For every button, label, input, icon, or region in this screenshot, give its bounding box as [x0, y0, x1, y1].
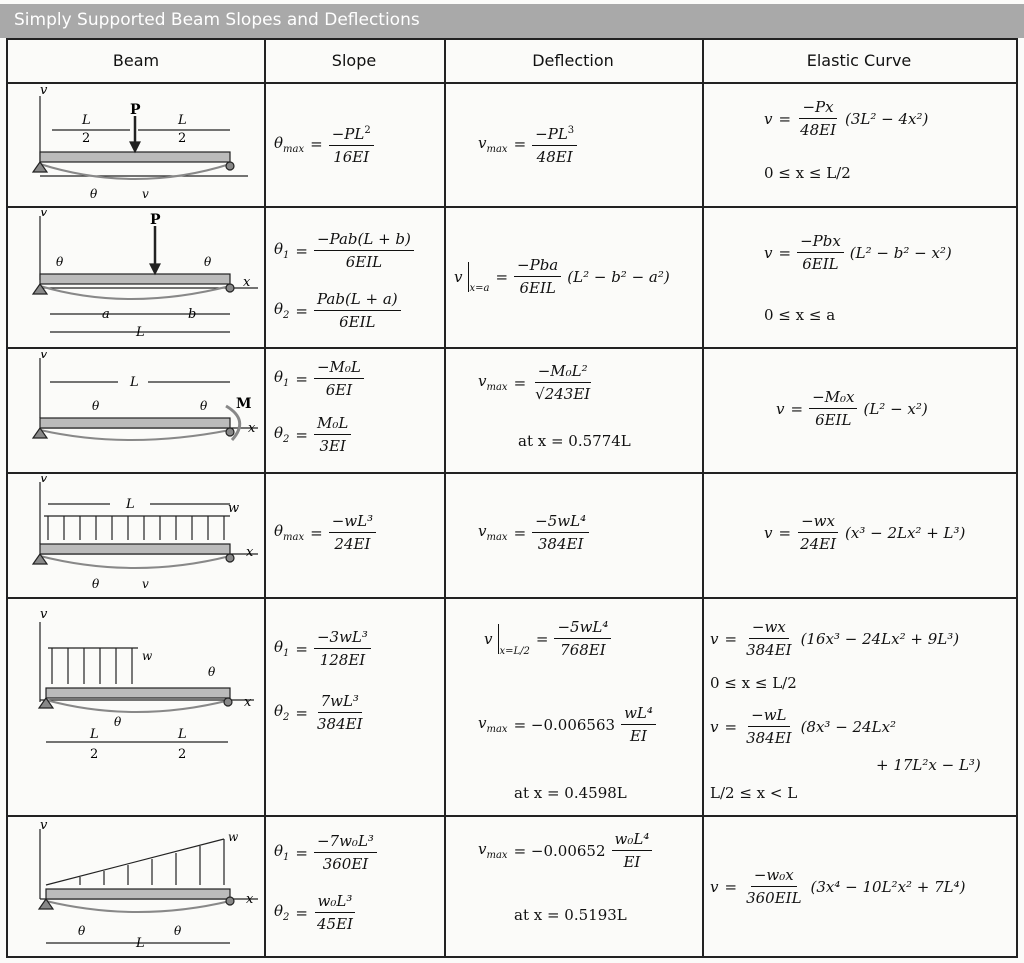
svg-text:θ: θ — [78, 924, 86, 938]
svg-text:θ: θ — [174, 924, 182, 938]
beam-diagram-triangular-load — [18, 819, 258, 953]
deflection-row5-midspan: v $_{x=L/2}$ = $\frac{\text{−5wL⁴}}{768EI}$ — [484, 616, 611, 661]
curve-row2: v = $\frac{\text{−Pbx}}{\text{6EIL}}$ (L² − b² − x²) — [764, 232, 952, 273]
deflection-row2: v $_{x=a}$ = $\frac{\text{−Pba}}{\text{6EIL}}$ (L² − b² − a²) — [454, 256, 670, 297]
svg-text:v: v — [40, 210, 48, 220]
svg-text:θ: θ — [204, 255, 212, 269]
deflection-row3: $v_{max}$ = $\frac{\text{−M₀L²}}{√243EI}$ — [478, 362, 591, 403]
svg-text:θ: θ — [208, 665, 216, 679]
svg-text:v: v — [40, 352, 48, 362]
slope-row5-theta2: $\theta_2$ = $\frac{\text{7wL³}}{384EI}$ — [274, 692, 363, 733]
svg-text:v: v — [40, 819, 48, 833]
deflection-row6-location: at x = 0.5193L — [514, 906, 627, 924]
header-slope: Slope — [331, 51, 377, 70]
svg-text:w: w — [142, 649, 153, 663]
svg-text:θ: θ — [200, 399, 208, 413]
curve-row1-range: 0 ≤ x ≤ L/2 — [764, 164, 851, 182]
deflection-row1: $v_{max}$ = $\frac{-PL^3}{48EI}$ — [478, 120, 577, 168]
svg-text:w: w — [228, 830, 239, 844]
beam-table — [6, 38, 1018, 958]
svg-text:2: 2 — [90, 747, 99, 762]
header-deflection: Deflection — [532, 51, 614, 70]
svg-text:L: L — [90, 727, 99, 742]
svg-text:2: 2 — [82, 131, 91, 146]
svg-text:θ: θ — [90, 187, 98, 201]
svg-text:L: L — [136, 325, 145, 340]
header-beam: Beam — [112, 51, 160, 70]
slope-row5-theta1: $\theta_1$ = $\frac{\text{−3wL³}}{128EI}$ — [274, 626, 371, 671]
svg-text:w: w — [228, 501, 240, 516]
svg-text:x: x — [243, 275, 251, 290]
svg-text:L: L — [178, 113, 187, 128]
svg-text:θ: θ — [92, 577, 100, 591]
curve-row5-range2: L/2 ≤ x < L — [710, 784, 798, 802]
svg-text:x: x — [246, 545, 254, 560]
curve-row6: v = $\frac{\text{−w₀x}}{\text{360EIL}}$ (3x⁴ − 10L²x² + 7L⁴) — [710, 866, 966, 907]
header-elastic-curve: Elastic Curve — [806, 51, 912, 70]
slope-row3-theta2: $\theta_2$ = $\frac{\text{M₀L}}{3EI}$ — [274, 412, 351, 457]
svg-text:θ: θ — [56, 255, 64, 269]
svg-text:v: v — [142, 187, 149, 201]
slope-row2-theta2: $\theta_2$ = $\frac{\text{Pab(L + a)}}{\text{6EIL}}$ — [274, 288, 401, 333]
svg-text:x: x — [246, 892, 254, 907]
beam-diagram-point-load-offset — [18, 210, 258, 344]
beam-diagram-half-uniform-load — [18, 602, 258, 812]
svg-text:2: 2 — [178, 131, 187, 146]
beam-diagram-point-load-center — [18, 86, 258, 204]
svg-text:L: L — [126, 497, 135, 512]
deflection-row4: $v_{max}$ = $\frac{\text{−5wL⁴}}{384EI}$ — [478, 510, 589, 555]
svg-text:v: v — [40, 476, 48, 486]
page-title: Simply Supported Beam Slopes and Deflections — [14, 10, 420, 30]
curve-row4: v = $\frac{-wx}{24EI}$ (x³ − 2Lx² + L³) — [764, 512, 966, 553]
slope-row2-theta1: $\theta_1$ = $\frac{\text{−Pab(L + b)}}{\text{6EIL}}$ — [274, 228, 414, 273]
beam-diagram-uniform-load — [18, 476, 258, 594]
curve-row2-range: 0 ≤ x ≤ a — [764, 306, 836, 324]
deflection-row3-location: at x = 0.5774L — [518, 432, 631, 450]
curve-row5-second-half: v = $\frac{-wL}{384EI}$ (8x³ − 24Lx² — [710, 706, 897, 747]
svg-text:M: M — [236, 396, 252, 412]
beam-diagram-end-moment — [18, 352, 258, 470]
svg-text:L: L — [178, 727, 187, 742]
svg-text:L: L — [136, 936, 145, 951]
svg-text:2: 2 — [178, 747, 187, 762]
svg-text:v: v — [40, 607, 48, 622]
slope-row6-theta2: $\theta_2$ = $\frac{\text{w₀L³}}{45EI}$ — [274, 890, 356, 935]
deflection-row5-location: at x = 0.4598L — [514, 784, 627, 802]
svg-text:b: b — [188, 307, 197, 322]
slope-row3-theta1: $\theta_1$ = $\frac{\text{−M₀L}}{6EI}$ — [274, 356, 364, 401]
curve-row5-second-half-cont: + 17L²x − L³) — [876, 756, 981, 774]
curve-row3: v = $\frac{\text{−M₀x}}{\text{6EIL}}$ (L² − x²) — [776, 388, 928, 429]
v-axis-label: v — [40, 86, 48, 98]
svg-text:L: L — [130, 375, 139, 390]
svg-text:x: x — [248, 421, 256, 436]
svg-text:θ: θ — [114, 715, 122, 729]
curve-row5-first-half: v = $\frac{-wx}{384EI}$ (16x³ − 24Lx² + 9L³) — [710, 618, 960, 659]
title-bar — [0, 4, 1024, 38]
svg-text:θ: θ — [92, 399, 100, 413]
deflection-row6-max: $v_{max}$ = −0.00652 $\frac{\text{w₀L⁴}}{EI}$ — [478, 828, 652, 873]
svg-text:a: a — [102, 307, 110, 322]
slope-row1: $\theta_{max}$ = $\frac{-PL^2}{16EI}$ — [274, 120, 374, 168]
svg-text:v: v — [142, 577, 149, 591]
svg-text:L: L — [82, 113, 91, 128]
curve-row5-range1: 0 ≤ x ≤ L/2 — [710, 674, 797, 692]
svg-text:P: P — [150, 212, 161, 228]
load-label: P — [130, 102, 141, 118]
slope-row6-theta1: $\theta_1$ = $\frac{\text{−7w₀L³}}{360EI}$ — [274, 830, 377, 875]
slope-row4: $\theta_{max}$ = $\frac{\text{−wL³}}{24EI}$ — [274, 510, 376, 555]
curve-row1: v = $\frac{-Px}{48EI}$ (3L² − 4x²) — [764, 98, 929, 139]
deflection-row5-max: $v_{max}$ = −0.006563 $\frac{\text{wL⁴}}{EI}$ — [478, 702, 656, 747]
svg-text:x: x — [244, 695, 252, 710]
